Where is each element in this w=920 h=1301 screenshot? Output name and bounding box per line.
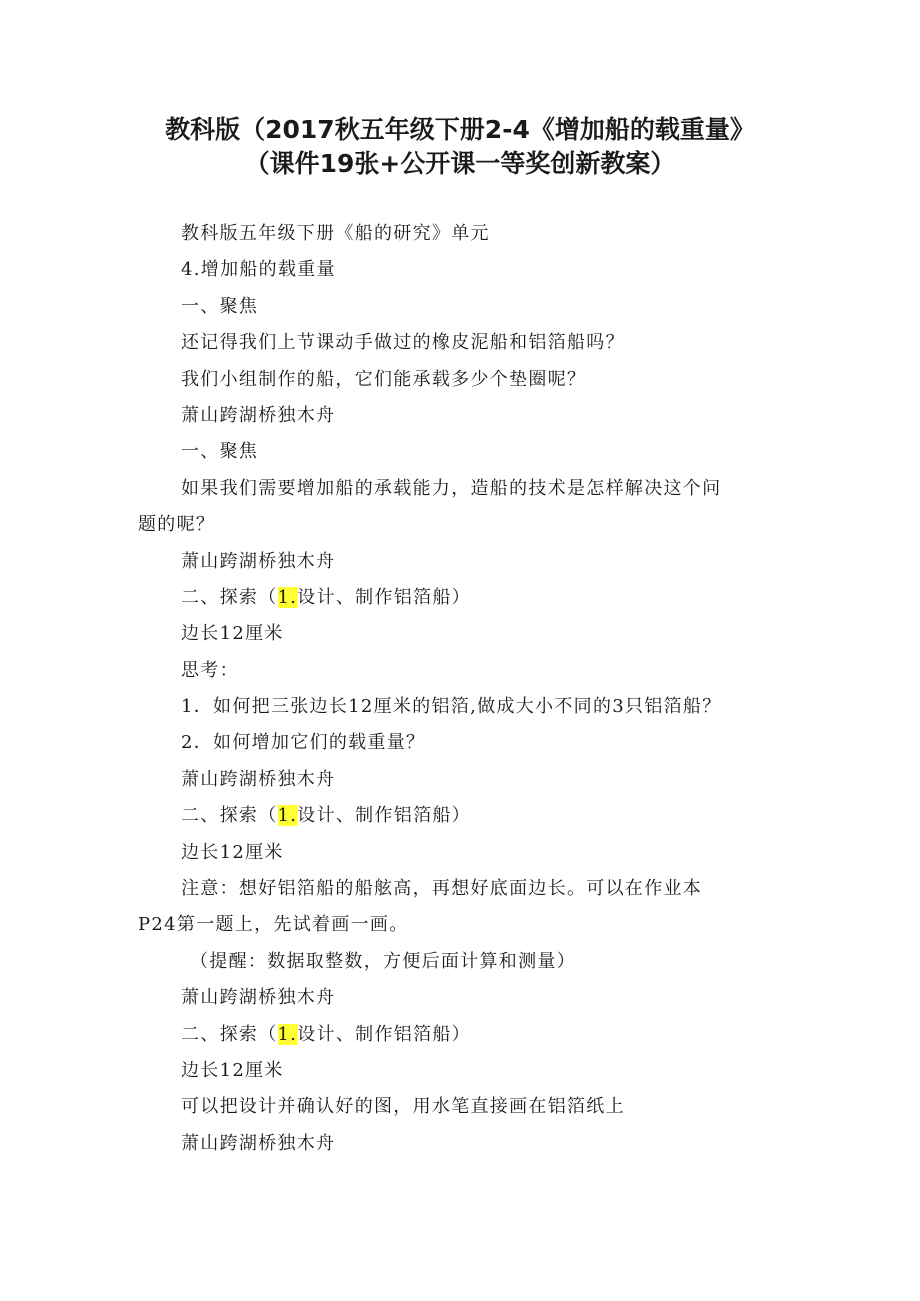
- heading-prefix: 二、探索（: [181, 805, 278, 827]
- paragraph: 我们小组制作的船，它们能承载多少个垫圈呢？: [181, 368, 587, 390]
- paragraph-continuation: P24第一题上，先试着画一画。: [138, 914, 409, 936]
- document-title-line-2: （课件19张+公开课一等奖创新教案）: [244, 149, 676, 178]
- paragraph: 教科版五年级下册《船的研究》单元: [181, 223, 490, 244]
- highlighted-number: 1.: [277, 805, 298, 827]
- paragraph: 注意：想好铝箔船的船舷高，再想好底面边长。可以在作业本: [181, 878, 703, 900]
- document-body: [138, 216, 758, 1162]
- paragraph: 萧山跨湖桥独木舟: [181, 550, 336, 572]
- paragraph: 还记得我们上节课动手做过的橡皮泥船和铝箔船吗？: [181, 332, 625, 354]
- heading-suffix: 设计、制作铝箔船）: [297, 1023, 471, 1045]
- document-title-line-1: 教科版（2017秋五年级下册2-4《增加船的载重量》: [165, 115, 755, 144]
- section-heading: 一、聚焦: [181, 295, 259, 317]
- paragraph: 边长12厘米: [181, 841, 284, 863]
- heading-suffix: 设计、制作铝箔船）: [297, 586, 471, 608]
- paragraph: （提醒：数据取整数，方便后面计算和测量）: [190, 950, 576, 972]
- list-item: 2．如何增加它们的载重量？: [181, 732, 426, 754]
- paragraph: 边长12厘米: [181, 623, 284, 645]
- heading-prefix: 二、探索（: [181, 1023, 278, 1045]
- section-heading: [138, 1017, 758, 1053]
- highlighted-number: 1.: [277, 586, 298, 608]
- paragraph: 萧山跨湖桥独木舟: [181, 987, 336, 1009]
- section-heading: [138, 580, 758, 616]
- paragraph: 思考：: [181, 659, 239, 681]
- heading-prefix: 二、探索（: [181, 586, 278, 608]
- paragraph: 如果我们需要增加船的承载能力，造船的技术是怎样解决这个问: [181, 477, 722, 499]
- paragraph: 4.增加船的载重量: [181, 259, 336, 281]
- section-heading: [138, 798, 758, 834]
- paragraph: 可以把设计并确认好的图，用水笔直接画在铝箔纸上: [181, 1096, 625, 1118]
- heading-suffix: 设计、制作铝箔船）: [297, 805, 471, 827]
- section-heading: 一、聚焦: [181, 441, 259, 463]
- paragraph: 萧山跨湖桥独木舟: [181, 404, 336, 426]
- list-item: 1．如何把三张边长12厘米的铝箔,做成大小不同的3只铝箔船？: [181, 696, 722, 718]
- paragraph: 萧山跨湖桥独木舟: [181, 768, 336, 790]
- paragraph-continuation: 题的呢？: [138, 514, 216, 536]
- paragraph: 萧山跨湖桥独木舟: [181, 1132, 336, 1154]
- highlighted-number: 1.: [277, 1023, 298, 1045]
- paragraph: 边长12厘米: [181, 1059, 284, 1081]
